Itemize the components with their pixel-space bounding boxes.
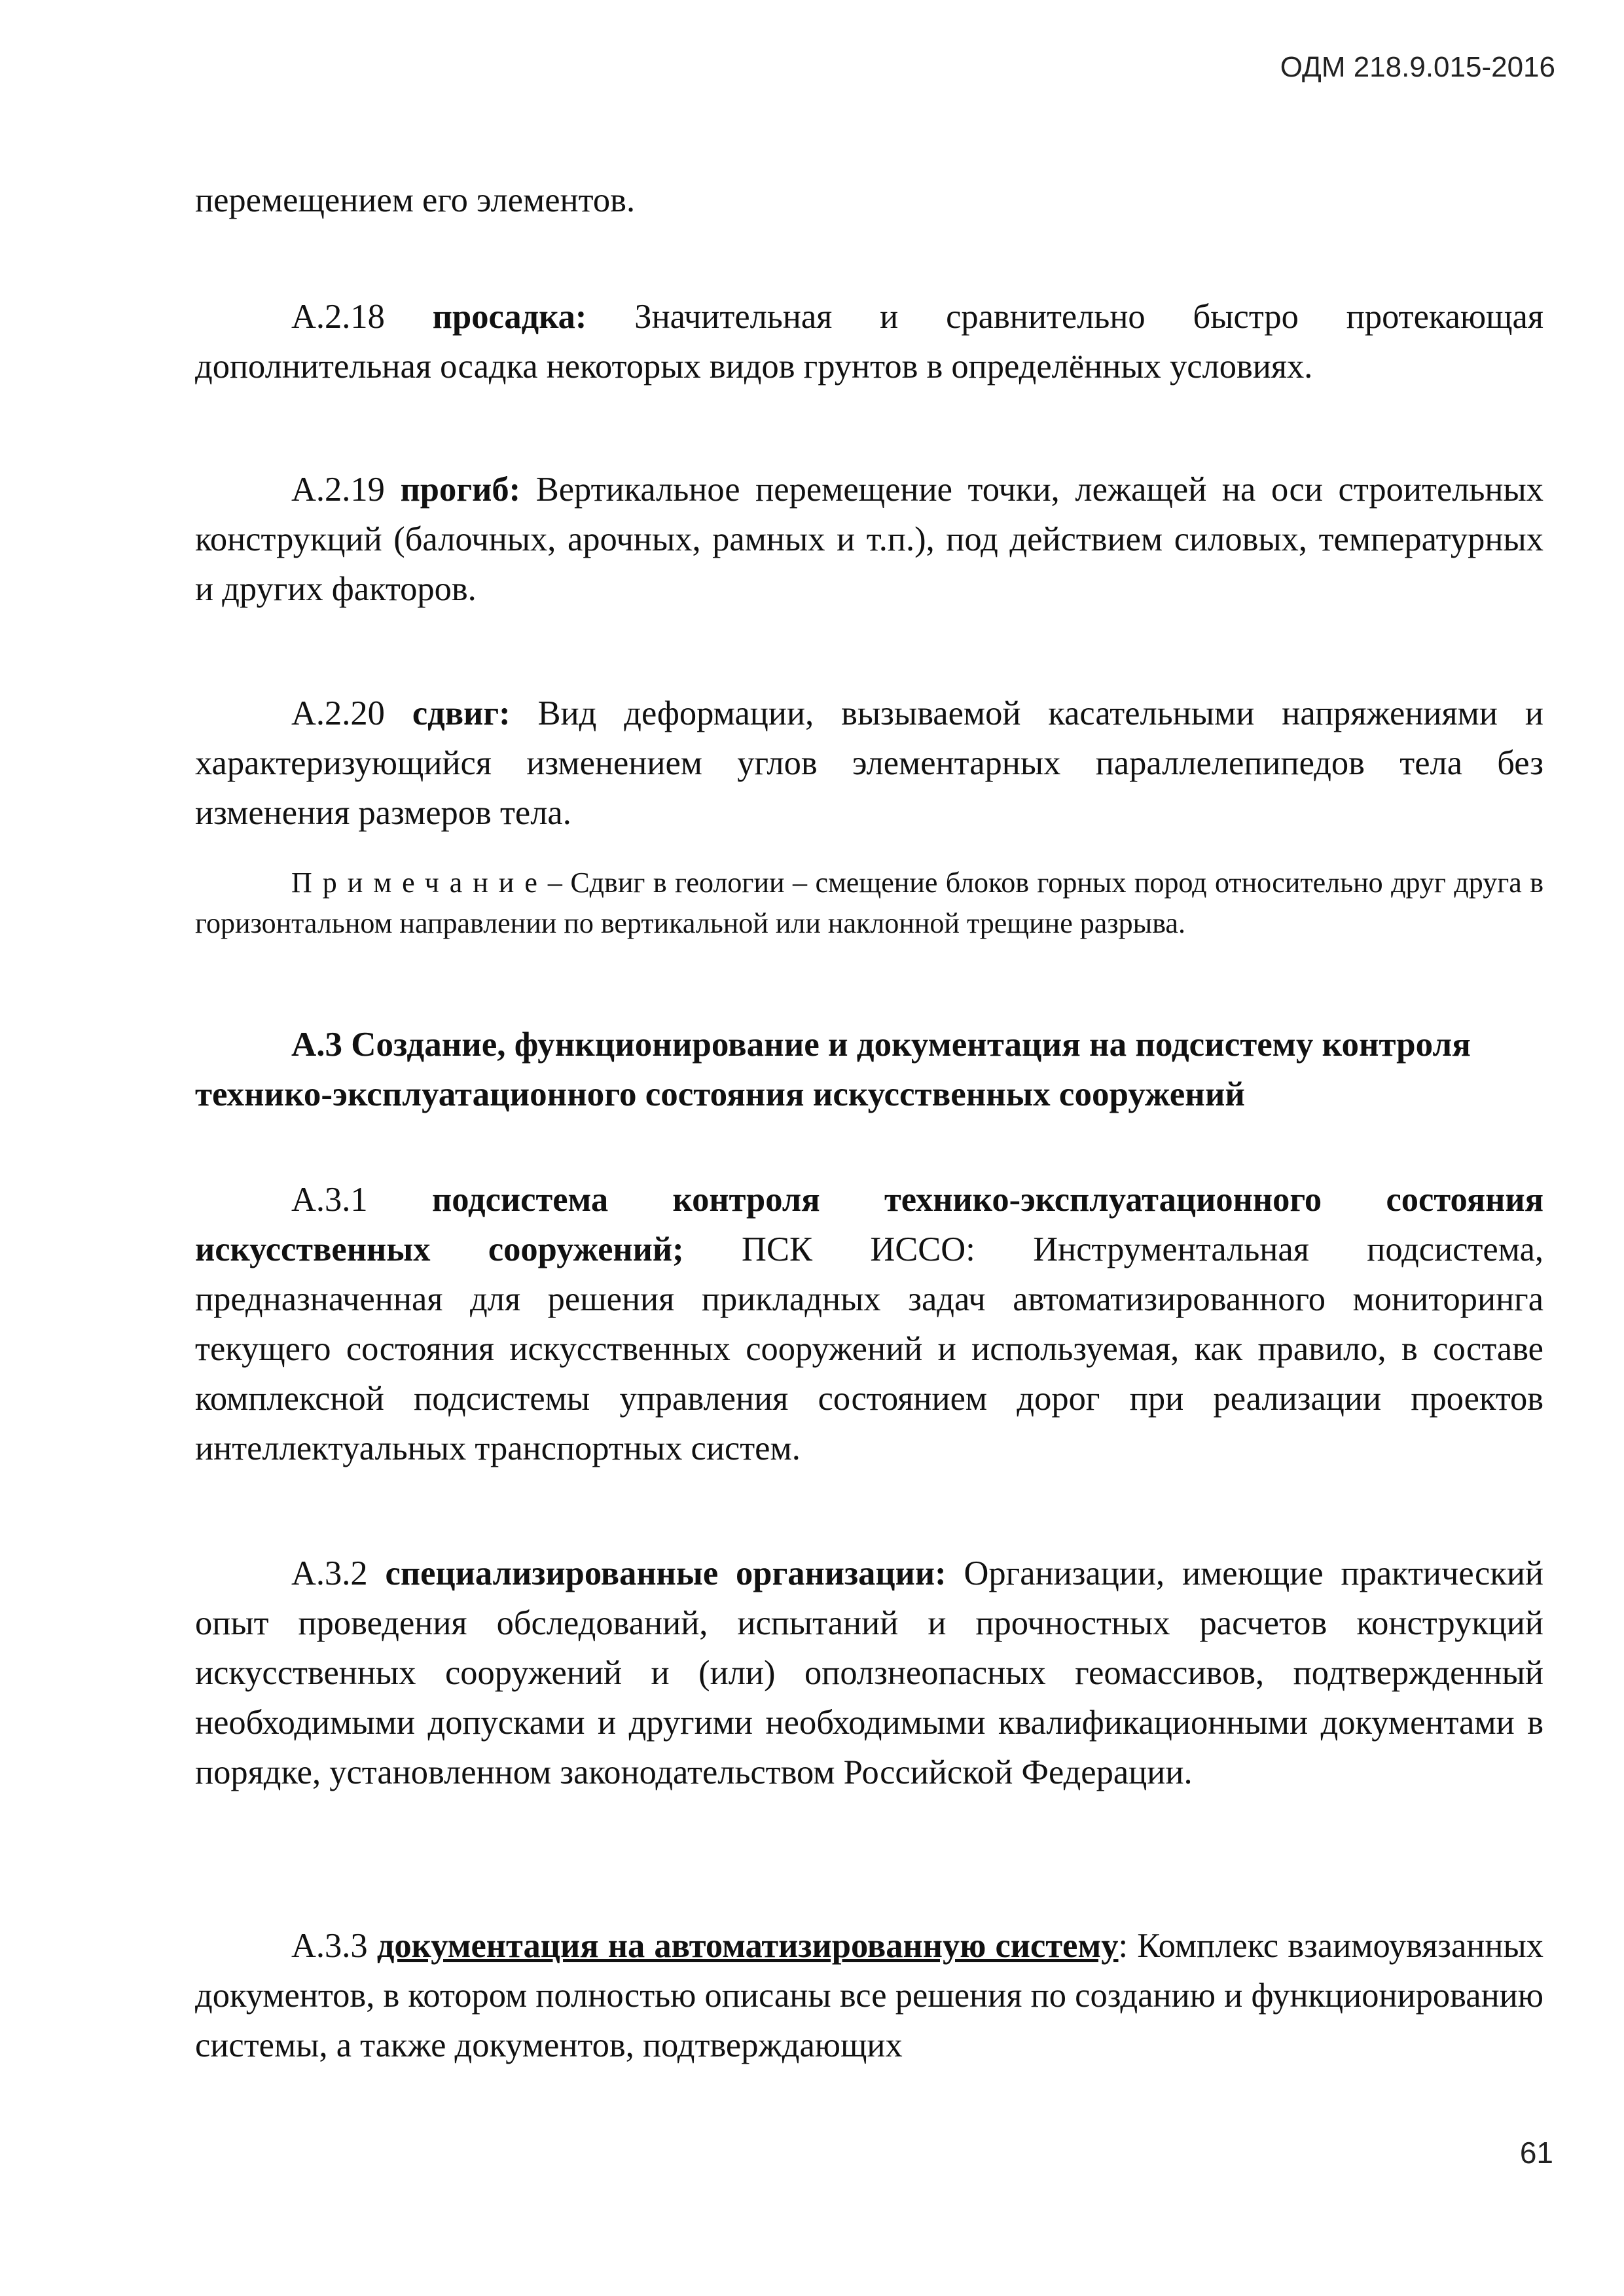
note-text: – Сдвиг в геологии – смещение блоков горных пород относительно друг друга в горизонтальном направлении по вертикальной или наклонной трещине разрыва. bbox=[195, 867, 1543, 939]
item-term bbox=[377, 1927, 1119, 1965]
item-number: А.2.19 bbox=[291, 471, 385, 509]
term-item-a2-19 bbox=[195, 465, 1543, 614]
item-term: просадка: bbox=[432, 298, 587, 336]
item-number: А.2.18 bbox=[291, 298, 385, 336]
item-term-underlined: документация на автоматизированную систему bbox=[376, 1927, 1119, 1965]
item-number: А.3.2 bbox=[291, 1554, 368, 1592]
term-item-a3-3 bbox=[195, 1921, 1543, 2070]
note-label: Примечание bbox=[291, 867, 548, 899]
item-definition: ПСК ИССО: Инструментальная подсистема, предназначенная для решения прикладных задач автоматизированного мониторинга текущего состояния искусственных сооружений и используемая, как правило, в составе комплексной подсистемы управления состоянием дорог при реализации проектов интеллектуальных транспортных систем. bbox=[195, 1230, 1544, 1467]
document-code: ОДМ 218.9.015-2016 bbox=[1280, 51, 1555, 83]
continuation-text: перемещением его элементов. bbox=[195, 181, 636, 219]
item-definition: Значительная и сравнительно быстро протекающая дополнительная осадка некоторых видов грунтов в определённых условиях. bbox=[195, 298, 1544, 386]
item-number: А.3.1 bbox=[291, 1181, 368, 1219]
item-term: сдвиг: bbox=[412, 694, 511, 732]
item-term-suffix: : bbox=[1118, 1927, 1128, 1965]
item-definition: Комплекс взаимоувязанных документов, в котором полностью описаны все решения по созданию и функционированию системы, а также документов, подтверждающих bbox=[195, 1927, 1544, 2064]
term-item-a2-18 bbox=[195, 292, 1543, 391]
item-term: специализированные организации: bbox=[385, 1554, 947, 1592]
item-definition: Организации, имеющие практический опыт проведения обследований, испытаний и прочностных расчетов конструкций искусственных сооружений и (или) оползнеопасных геомассивов, подтвержденный необходимыми допусками и другими необходимыми квалификационными документами в порядке, установленном законодательством Российской Федерации. bbox=[195, 1554, 1544, 1791]
item-number: А.3.3 bbox=[291, 1927, 368, 1965]
item-term: прогиб: bbox=[400, 471, 521, 509]
item-definition: Вид деформации, вызываемой касательными напряжениями и характеризующийся изменением углов элементарных параллелепипедов тела без изменения размеров тела. bbox=[195, 694, 1543, 832]
term-item-a3-1 bbox=[195, 1175, 1543, 1473]
term-item-a2-20 bbox=[195, 689, 1543, 838]
note bbox=[195, 863, 1543, 944]
item-term: подсистема контроля технико-эксплуатационного состояния искусственных сооружений; bbox=[195, 1181, 1543, 1268]
term-item-a3-2 bbox=[195, 1549, 1543, 1797]
item-definition: Вертикальное перемещение точки, лежащей на оси строительных конструкций (балочных, арочных, рамных и т.п.), под действием силовых, температурных и других факторов. bbox=[195, 471, 1544, 608]
item-number: А.2.20 bbox=[291, 694, 385, 732]
section-heading-a3: А.3 Создание, функционирование и документация на подсистему контроля технико-эксплуатационного состояния искусственных сооружений bbox=[195, 1026, 1471, 1113]
page-number: 61 bbox=[1519, 2136, 1553, 2170]
